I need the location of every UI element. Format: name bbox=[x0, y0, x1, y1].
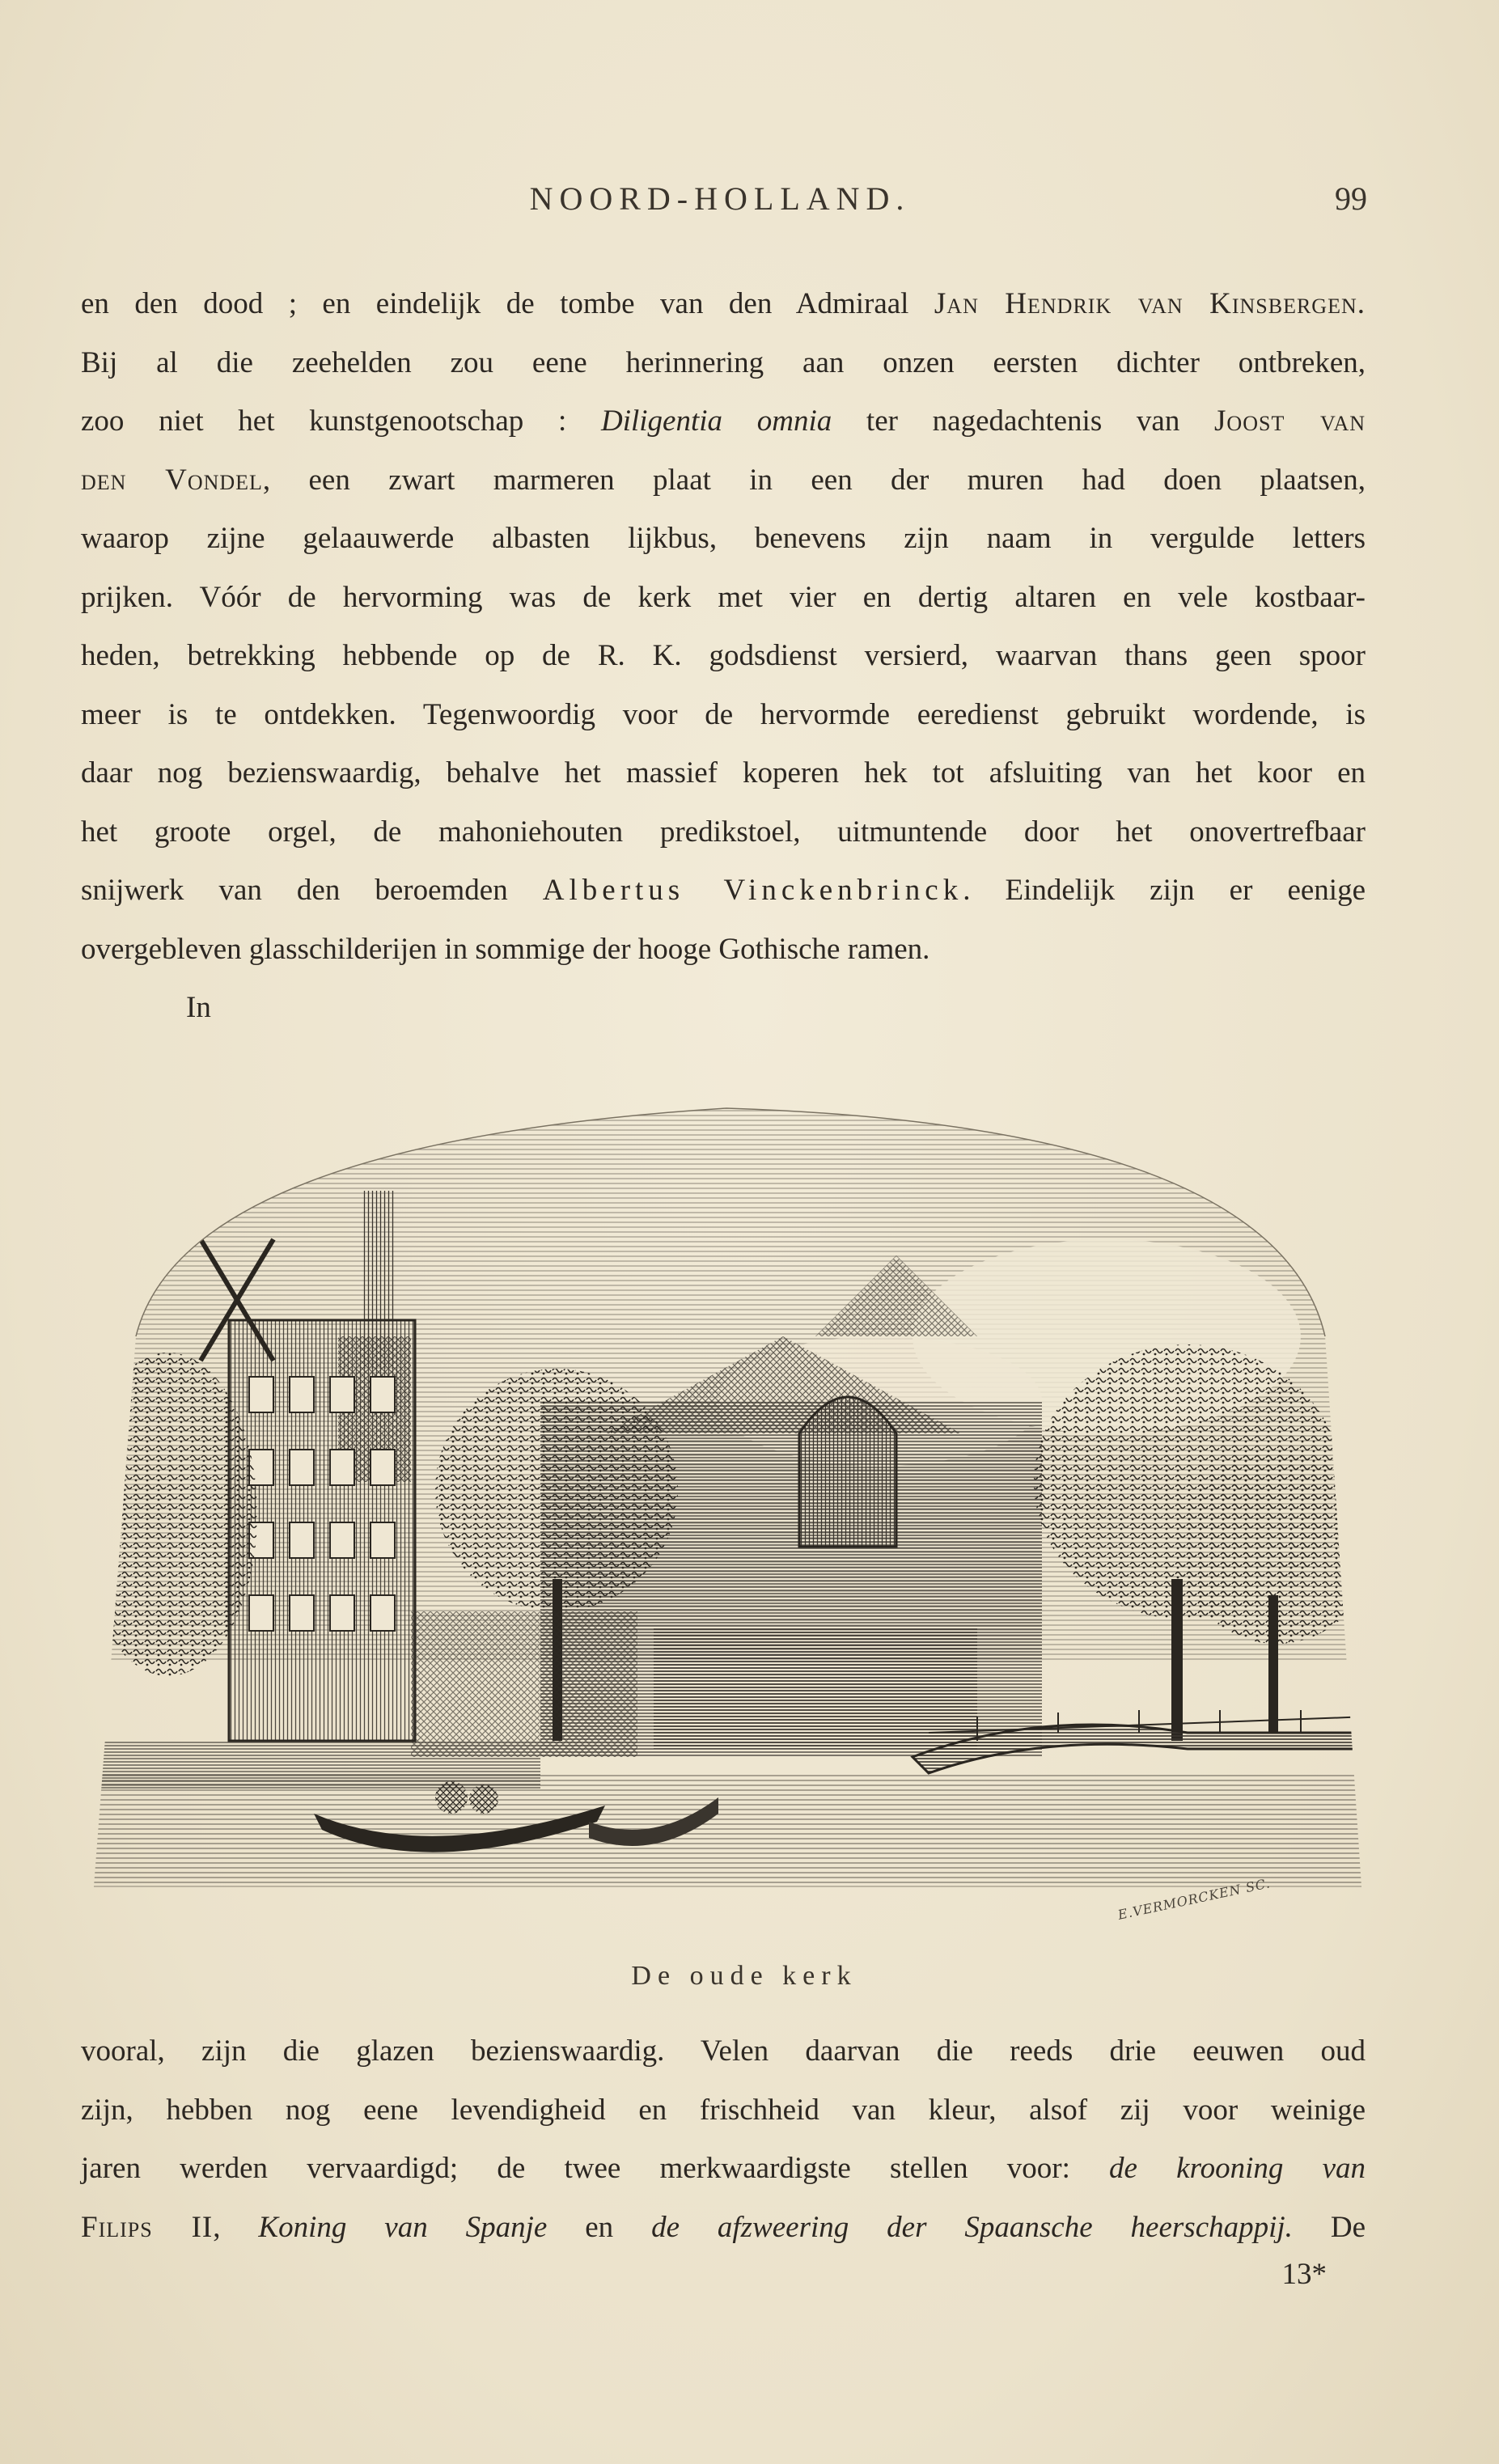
page-header bbox=[0, 180, 1499, 228]
name-vondel-2: den Vondel bbox=[81, 463, 263, 497]
motto-diligentia: Diligentia omnia bbox=[600, 404, 832, 438]
text-span: ter nagedachtenis van bbox=[832, 404, 1215, 438]
engraving-oude-kerk bbox=[87, 1094, 1370, 1928]
text-span: en bbox=[547, 2210, 652, 2244]
text-line: prijken. Vóór de hervorming was de kerk met vier en dertig altaren en vele kostbaar- bbox=[81, 580, 1366, 614]
text-line: Bij al die zeehelden zou eene herinnering aan onzen eersten dichter ontbreken, bbox=[81, 345, 1366, 379]
text-line: meer is te ontdekken. Tegenwoordig voor de hervormde eeredienst gebruikt wordende, is bbox=[81, 697, 1366, 731]
text-span: . Eindelijk zijn er eenige bbox=[963, 874, 1366, 907]
text-line bbox=[81, 451, 1366, 510]
text-line: vooral, zijn die glazen bezienswaardig. Velen daarvan die reeds drie eeuwen oud bbox=[81, 2034, 1366, 2068]
text-span: snijwerk van den beroemden bbox=[81, 874, 543, 907]
paragraph-continuation bbox=[81, 2022, 1366, 2257]
text-line bbox=[81, 2140, 1366, 2199]
text-span: zoo niet het kunstgenootschap : bbox=[81, 404, 601, 438]
text-line: overgebleven glasschilderijen in sommige der hooge Gothische ramen. bbox=[81, 932, 930, 966]
name-vinckenbrinck: Albertus Vinckenbrinck bbox=[542, 874, 963, 907]
text-line: daar nog bezienswaardig, behalve het massief koperen hek tot afsluiting van het koor en bbox=[81, 756, 1366, 790]
text-line bbox=[81, 275, 1366, 334]
text-span: en den dood ; en eindelijk de tombe van den Admiraal bbox=[81, 287, 934, 320]
text-span: , een zwart marmeren plaat in een der muren had doen plaatsen, bbox=[262, 463, 1366, 497]
name-vondel-1: Joost van bbox=[1214, 404, 1366, 438]
running-head: NOORD-HOLLAND. bbox=[529, 180, 911, 217]
page-number: 99 bbox=[1335, 180, 1367, 217]
text-span: jaren werden vervaardigd; de twee merkwaardigste stellen voor: bbox=[81, 2152, 1110, 2185]
text-line: heden, betrekking hebbende op de R. K. godsdienst versierd, waarvan thans geen spoor bbox=[81, 639, 1366, 672]
text-line: In bbox=[186, 991, 211, 1024]
name-kinsbergen: Jan Hendrik van Kinsbergen. bbox=[934, 287, 1366, 320]
figure-caption: De oude kerk bbox=[631, 1961, 857, 1991]
text-span: De bbox=[1292, 2210, 1366, 2244]
text-line: zijn, hebben nog eene levendigheid en frischheid van kleur, alsof zij voor weinige bbox=[81, 2093, 1366, 2127]
paragraph-main bbox=[81, 275, 1366, 1038]
title-krooning: de krooning van bbox=[1109, 2152, 1366, 2185]
text-line: het groote orgel, de mahoniehouten predikstoel, uitmuntende door het onovertrefbaar bbox=[81, 815, 1366, 849]
text-line bbox=[81, 392, 1366, 451]
signature-mark: 13* bbox=[1281, 2258, 1327, 2291]
title-afzweering: de afzweering der Spaansche heerschappij. bbox=[651, 2210, 1293, 2244]
text-line bbox=[81, 862, 1366, 921]
engraver-signature: E.VERMORCKEN SC. bbox=[1116, 1875, 1272, 1923]
text-line bbox=[81, 2199, 1366, 2258]
text-line: waarop zijne gelaauwerde albasten lijkbus, benevens zijn naam in vergulde letters bbox=[81, 522, 1366, 555]
name-filips: Filips II bbox=[81, 2210, 214, 2244]
text-span: , bbox=[213, 2210, 259, 2244]
title-koning: Koning van Spanje bbox=[258, 2210, 548, 2244]
